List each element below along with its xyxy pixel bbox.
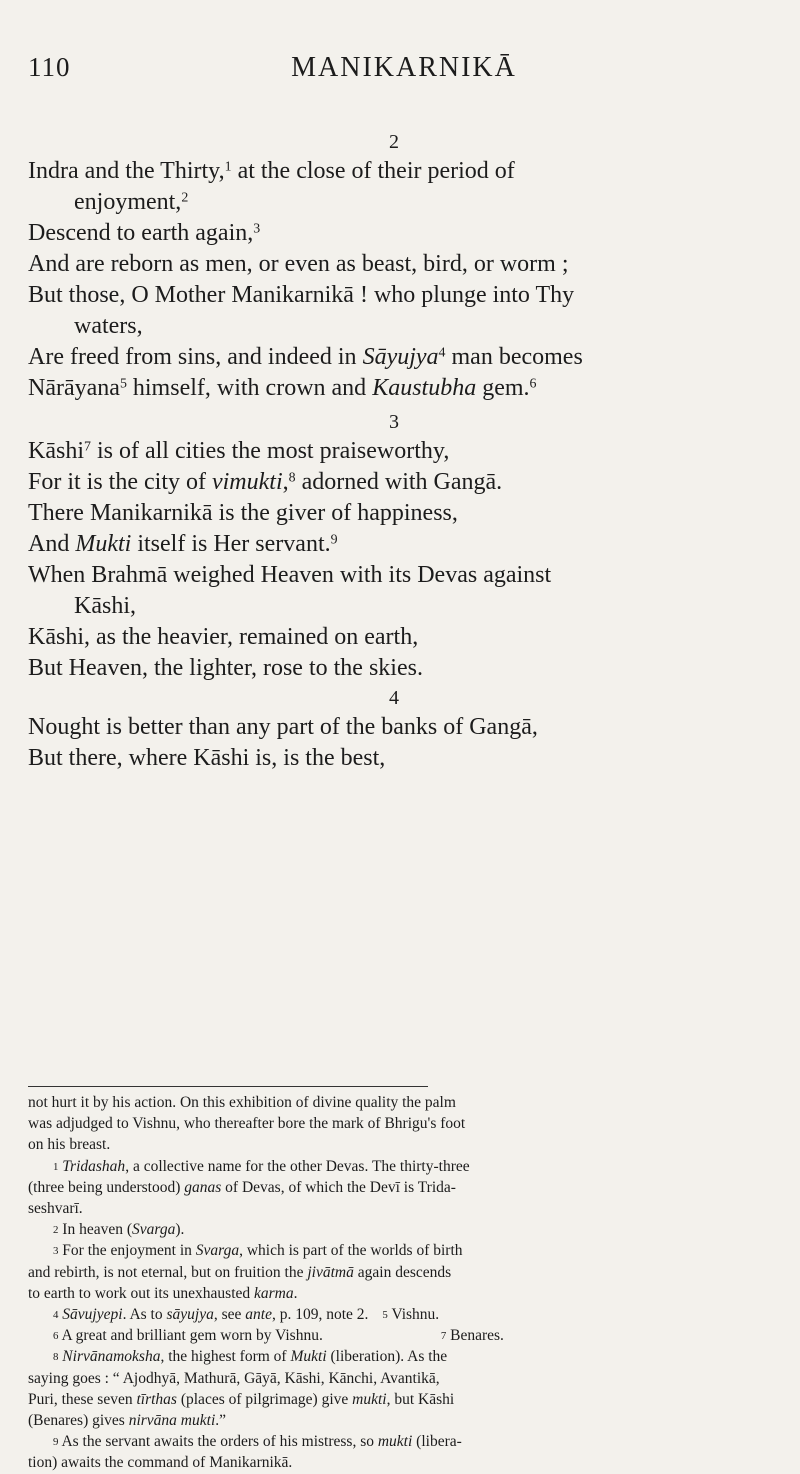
verse-line: Nārāyana$^5$ himself, with crown and Kaustubha gem.$^6$ <box>28 375 537 401</box>
footnote-3-line: and rebirth, is not eternal, but on fruition the jivātmā again descends <box>28 1263 452 1281</box>
verse-line: And Mukti itself is Her servant.$^9$ <box>28 531 338 557</box>
footnote-9-line: tion) awaits the command of Manikarnikā. <box>28 1454 293 1472</box>
footnote-4-5: $^4$ Sāvujyepi. As to sāyujya, see ante, p. 109, note 2. $^5$ Vishnu. <box>53 1306 440 1324</box>
footnote-rule <box>28 1086 428 1087</box>
verse-line: And are reborn as men, or even as beast, bird, or worm ; <box>28 251 569 277</box>
stanza-3 <box>28 408 760 684</box>
footnote-continuation: on his breast. <box>28 1136 111 1154</box>
stanza-4-lines <box>28 712 760 774</box>
verse-line: Kāshi$^7$ is of all cities the most praiseworthy, <box>28 438 450 464</box>
footnote-continuation: not hurt it by his action. On this exhibition of divine quality the palm <box>28 1094 456 1111</box>
verse-line: When Brahmā weighed Heaven with its Devas against <box>28 562 552 588</box>
stanza-number: 4 <box>389 687 399 709</box>
stanza-number: 3 <box>389 411 399 433</box>
verse-line: Kāshi, <box>74 593 136 619</box>
verse-line: But there, where Kāshi is, is the best, <box>28 745 386 771</box>
running-title: MANIKARNIKĀ <box>291 52 517 83</box>
footnote-continuation: was adjudged to Vishnu, who thereafter bore the mark of Bhrigu's foot <box>28 1115 466 1133</box>
footnote-3: $^3$ For the enjoyment in Svarga, which is part of the worlds of birth <box>53 1242 463 1260</box>
verse-line: For it is the city of vimukti,$^8$ adorned with Gangā. <box>28 469 503 495</box>
footnote-1-line: (three being understood) ganas of Devas, of which the Devī is Trida- <box>28 1178 456 1196</box>
footnote-3-line: to earth to work out its unexhausted karma. <box>28 1284 298 1302</box>
footnote-8-line: Puri, these seven tīrthas (places of pilgrimage) give mukti, but Kāshi <box>28 1390 455 1408</box>
stanza-4 <box>28 684 760 712</box>
footnote-8-line: saying goes : “ Ajodhyā, Mathurā, Gāyā, Kāshi, Kānchi, Avantikā, <box>28 1369 440 1387</box>
verse-line: Nought is better than any part of the banks of Gangā, <box>28 714 538 740</box>
footnote-2: $^2$ In heaven (Svarga). <box>53 1221 185 1239</box>
stanza-2 <box>28 128 760 404</box>
verse-line: Descend to earth again,$^3$ <box>28 220 261 246</box>
footnote-9: $^9$ As the servant awaits the orders of his mistress, so mukti (libera- <box>53 1433 462 1451</box>
verse-line: Are freed from sins, and indeed in Sāyujya$^4$ man becomes <box>28 344 583 370</box>
verse-line: There Manikarnikā is the giver of happiness, <box>28 500 458 526</box>
footnotes <box>28 1092 760 1474</box>
verse-line: But Heaven, the lighter, rose to the skies. <box>28 655 423 681</box>
verse-line: waters, <box>74 313 143 339</box>
verse-line: enjoyment,$^2$ <box>74 189 189 215</box>
verse-line: But those, O Mother Manikarnikā ! who plunge into Thy <box>28 282 575 308</box>
stanza-number: 2 <box>389 131 399 153</box>
verse-line: Kāshi, as the heavier, remained on earth, <box>28 624 419 650</box>
footnote-8-line: (Benares) gives nirvāna mukti.” <box>28 1412 227 1430</box>
footnote-8: $^8$ Nirvānamoksha, the highest form of Mukti (liberation). As the <box>53 1348 448 1366</box>
footnote-1-line: seshvarī. <box>28 1200 83 1218</box>
footnote-1: $^1$ Tridashah, a collective name for the other Devas. The thirty-three <box>53 1157 470 1175</box>
verse-line: Indra and the Thirty,$^1$ at the close of their period of <box>28 158 515 184</box>
page-number: 110 <box>28 52 71 82</box>
footnote-6-7: $^6$ A great and brilliant gem worn by Vishnu. $^7$ Benares. <box>53 1327 504 1345</box>
page-header <box>28 52 760 92</box>
